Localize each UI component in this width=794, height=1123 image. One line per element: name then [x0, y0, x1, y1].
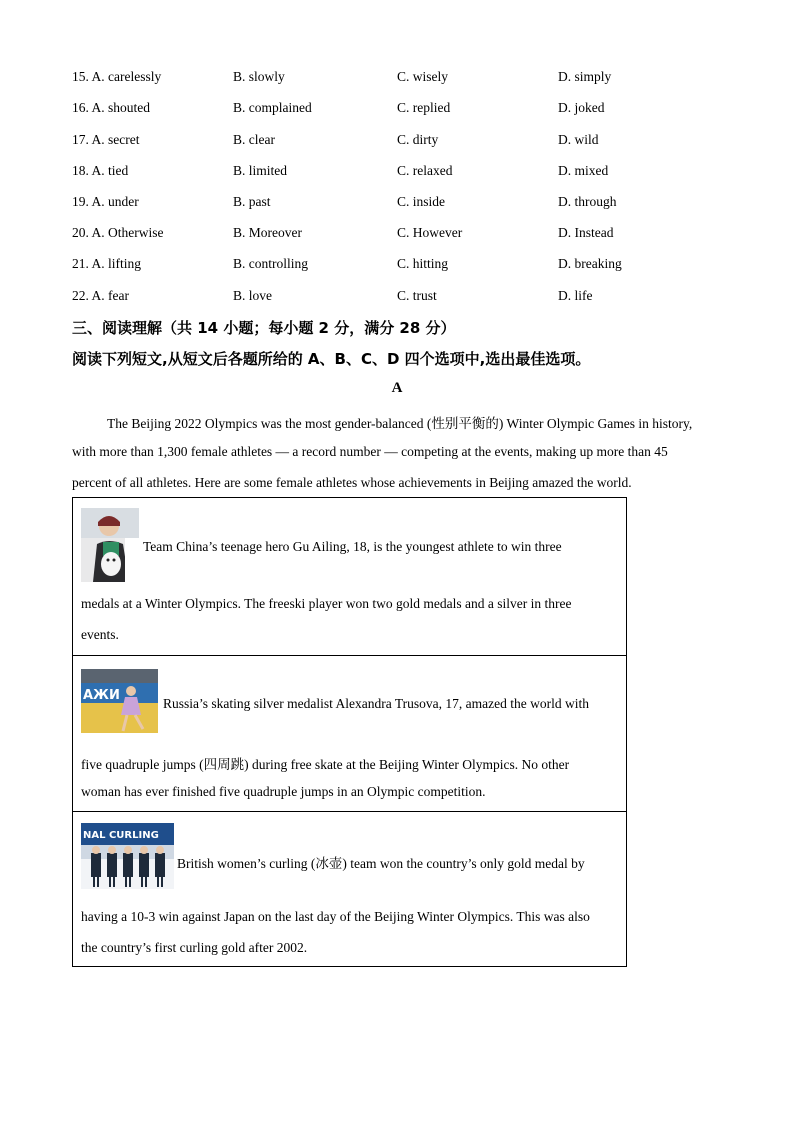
option-d: D. wild — [558, 132, 599, 147]
question-row-18 — [72, 163, 732, 183]
option-a: 20. A. Otherwise — [72, 225, 164, 240]
question-row-16 — [72, 100, 732, 120]
option-c: C. replied — [397, 100, 451, 115]
option-a: 19. A. under — [72, 194, 139, 209]
option-d: D. simply — [558, 69, 612, 84]
option-d: D. mixed — [558, 163, 609, 178]
athlete-entry-british-curling — [73, 811, 626, 967]
option-c: C. dirty — [397, 132, 439, 147]
option-d: D. Instead — [558, 225, 614, 240]
question-row-17 — [72, 132, 732, 152]
intro-line: with more than 1,300 female athletes — a record number — competing at the events, making up more than 45 — [72, 444, 668, 459]
option-d: D. through — [558, 194, 617, 209]
entry-text: medals at a Winter Olympics. The freeski player won two gold medals and a silver in three — [81, 596, 572, 611]
curling-team-photo-icon — [81, 823, 174, 889]
intro-line: percent of all athletes. Here are some female athletes whose achievements in Beijing amazed the world. — [72, 475, 632, 490]
option-b: B. slowly — [233, 69, 285, 84]
entry-text: Team China’s teenage hero Gu Ailing, 18, is the youngest athlete to win three — [143, 539, 562, 554]
option-b: B. complained — [233, 100, 312, 115]
banner-text: АЖИ — [83, 688, 120, 703]
entry-text: five quadruple jumps (四周跳) during free skate at the Beijing Winter Olympics. No other — [81, 757, 570, 772]
athlete-entry-trusova — [73, 655, 626, 811]
athlete-entry-gu-ailing — [73, 498, 626, 655]
question-row-15 — [72, 69, 732, 89]
option-d: D. life — [558, 288, 593, 303]
option-a: 22. A. fear — [72, 288, 129, 303]
option-c: C. relaxed — [397, 163, 453, 178]
question-row-20 — [72, 225, 732, 245]
option-c: C. However — [397, 225, 463, 240]
option-d: D. breaking — [558, 256, 622, 271]
option-b: B. clear — [233, 132, 275, 147]
option-b: B. love — [233, 288, 272, 303]
section-title: 三、阅读理解（共 14 小题；每小题 2 分，满分 28 分） — [72, 319, 456, 337]
option-b: B. controlling — [233, 256, 308, 271]
option-b: B. past — [233, 194, 271, 209]
option-d: D. joked — [558, 100, 605, 115]
passage-label: A — [391, 380, 403, 396]
question-row-22 — [72, 288, 732, 308]
option-a: 18. A. tied — [72, 163, 129, 178]
entry-text: the country’s first curling gold after 2002. — [81, 940, 308, 955]
athletes-table — [72, 497, 627, 967]
intro-line: The Beijing 2022 Olympics was the most gender-balanced (性别平衡的) Winter Olympic Games in history, — [107, 416, 693, 431]
option-b: B. limited — [233, 163, 287, 178]
option-c: C. wisely — [397, 69, 449, 84]
question-row-21 — [72, 256, 732, 276]
gu-ailing-photo-icon — [81, 508, 139, 582]
option-a: 16. A. shouted — [72, 100, 151, 115]
instruction-text: 阅读下列短文,从短文后各题所给的 A、B、C、D 四个选项中,选出最佳选项。 — [72, 350, 591, 368]
banner-text: NAL CURLING — [83, 830, 159, 841]
option-c: C. hitting — [397, 256, 449, 271]
trusova-photo-icon — [81, 669, 158, 733]
option-a: 17. A. secret — [72, 132, 140, 147]
entry-text: woman has ever finished five quadruple jumps in an Olympic competition. — [81, 784, 486, 799]
option-b: B. Moreover — [233, 225, 302, 240]
option-c: C. inside — [397, 194, 446, 209]
question-row-19 — [72, 194, 732, 214]
entry-text: events. — [81, 627, 119, 642]
option-c: C. trust — [397, 288, 437, 303]
option-a: 15. A. carelessly — [72, 69, 162, 84]
option-a: 21. A. lifting — [72, 256, 142, 271]
entry-text: having a 10-3 win against Japan on the last day of the Beijing Winter Olympics. This was also — [81, 909, 590, 924]
entry-text: British women’s curling (冰壶) team won the country’s only gold medal by — [177, 856, 585, 871]
entry-text: Russia’s skating silver medalist Alexandra Trusova, 17, amazed the world with — [163, 696, 589, 711]
